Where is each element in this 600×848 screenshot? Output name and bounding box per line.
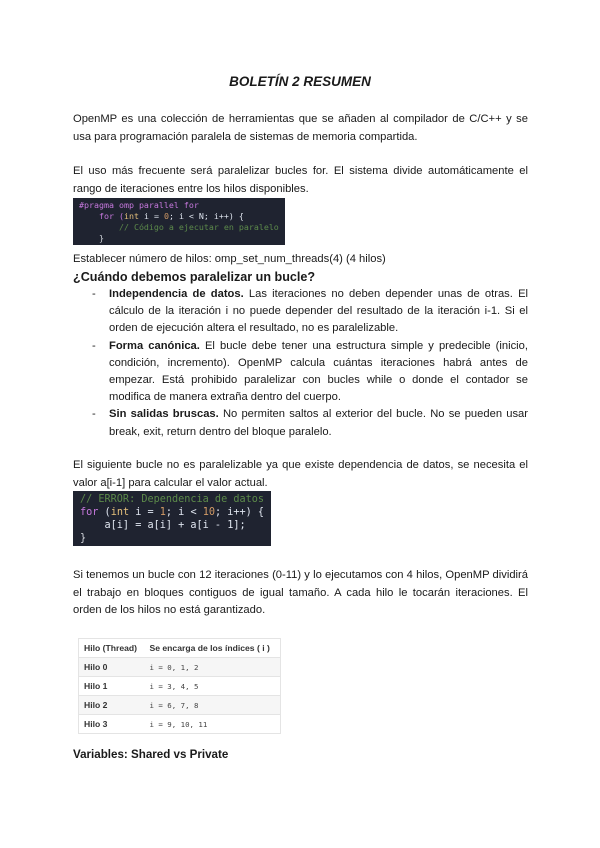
indices-cell: i = 3, 4, 5	[144, 677, 280, 696]
intro-paragraph: OpenMP es una colección de herramientas que se añaden al compilador de C/C++ y se usa para programación paralela de sistemas de memoria compartida.	[73, 113, 528, 143]
column-header: Hilo (Thread)	[79, 639, 145, 658]
threads-line: Establecer número de hilos: omp_set_num_threads(4) (4 hilos)	[73, 253, 386, 265]
thread-index-table	[78, 638, 281, 734]
list-item: - Sin salidas bruscas. No permiten saltos al exterior del bucle. No se pueden usar break, exit, return dentro del bloque paralelo.	[92, 408, 529, 438]
code-comment: // ERROR: Dependencia de datos	[80, 494, 265, 505]
table-row	[79, 658, 281, 677]
code-block-dependency	[73, 491, 271, 546]
table-row	[79, 696, 281, 715]
indices-cell: i = 0, 1, 2	[144, 658, 280, 677]
page-title: BOLETÍN 2 RESUMEN	[229, 74, 371, 89]
code-line: }	[79, 233, 104, 243]
table-header-row	[79, 639, 281, 658]
indices-cell: i = 9, 10, 11	[144, 715, 280, 734]
thread-cell: Hilo 3	[79, 715, 145, 734]
dependency-paragraph: El siguiente bucle no es paralelizable ya que existe dependencia de datos, se necesita el valor a[i-1] para calcular el valor actual.	[73, 459, 528, 489]
code-block-parallel-for	[73, 198, 285, 245]
code-line: a[i] = a[i] + a[i - 1];	[80, 520, 246, 531]
usage-paragraph: El uso más frecuente será paralelizar bucles for. El sistema divide automáticamente el rango de iteraciones entre los hilos disponibles.	[73, 165, 528, 195]
code-comment: // Código a ejecutar en paralelo	[79, 222, 279, 232]
code-line: for (int i = 1; i < 10; i++) {	[80, 507, 265, 518]
division-paragraph: Si tenemos un bucle con 12 iteraciones (0-11) y lo ejecutamos con 4 hilos, OpenMP dividirá el trabajo en bloques contiguos de igual tamaño. A cada hilo le tocarán iteraciones. El orden de los hilos no está garantizado.	[73, 569, 528, 616]
variables-heading: Variables: Shared vs Private	[73, 748, 229, 761]
table-row	[79, 715, 281, 734]
column-header: Se encarga de los índices ( i )	[144, 639, 280, 658]
thread-cell: Hilo 1	[79, 677, 145, 696]
code-line: for (int i = 0; i < N; i++) {	[79, 211, 244, 221]
indices-cell: i = 6, 7, 8	[144, 696, 280, 715]
table-row	[79, 677, 281, 696]
code-line: }	[80, 533, 87, 544]
code-line: #pragma omp parallel for	[79, 200, 199, 210]
list-item: - Forma canónica. El bucle debe tener una estructura simple y predecible (inicio, condición, incremento). OpenMP calcula cuántas iteraciones habrá antes de empezar. Está prohibido paralelizar con bucles while o donde el contador se modifica de manera extraña dentro del cuerpo.	[92, 339, 528, 404]
question-heading: ¿Cuándo debemos paralelizar un bucle?	[73, 270, 316, 284]
thread-cell: Hilo 0	[79, 658, 145, 677]
thread-cell: Hilo 2	[79, 696, 145, 715]
criteria-list	[92, 286, 528, 441]
list-item: - Independencia de datos. Las iteraciones no deben depender unas de otras. El cálculo de la iteración i no puede depender del resultado de la iteración i-1. Si el orden de ejecución altera el resultado, no es paralelizable.	[92, 288, 529, 335]
